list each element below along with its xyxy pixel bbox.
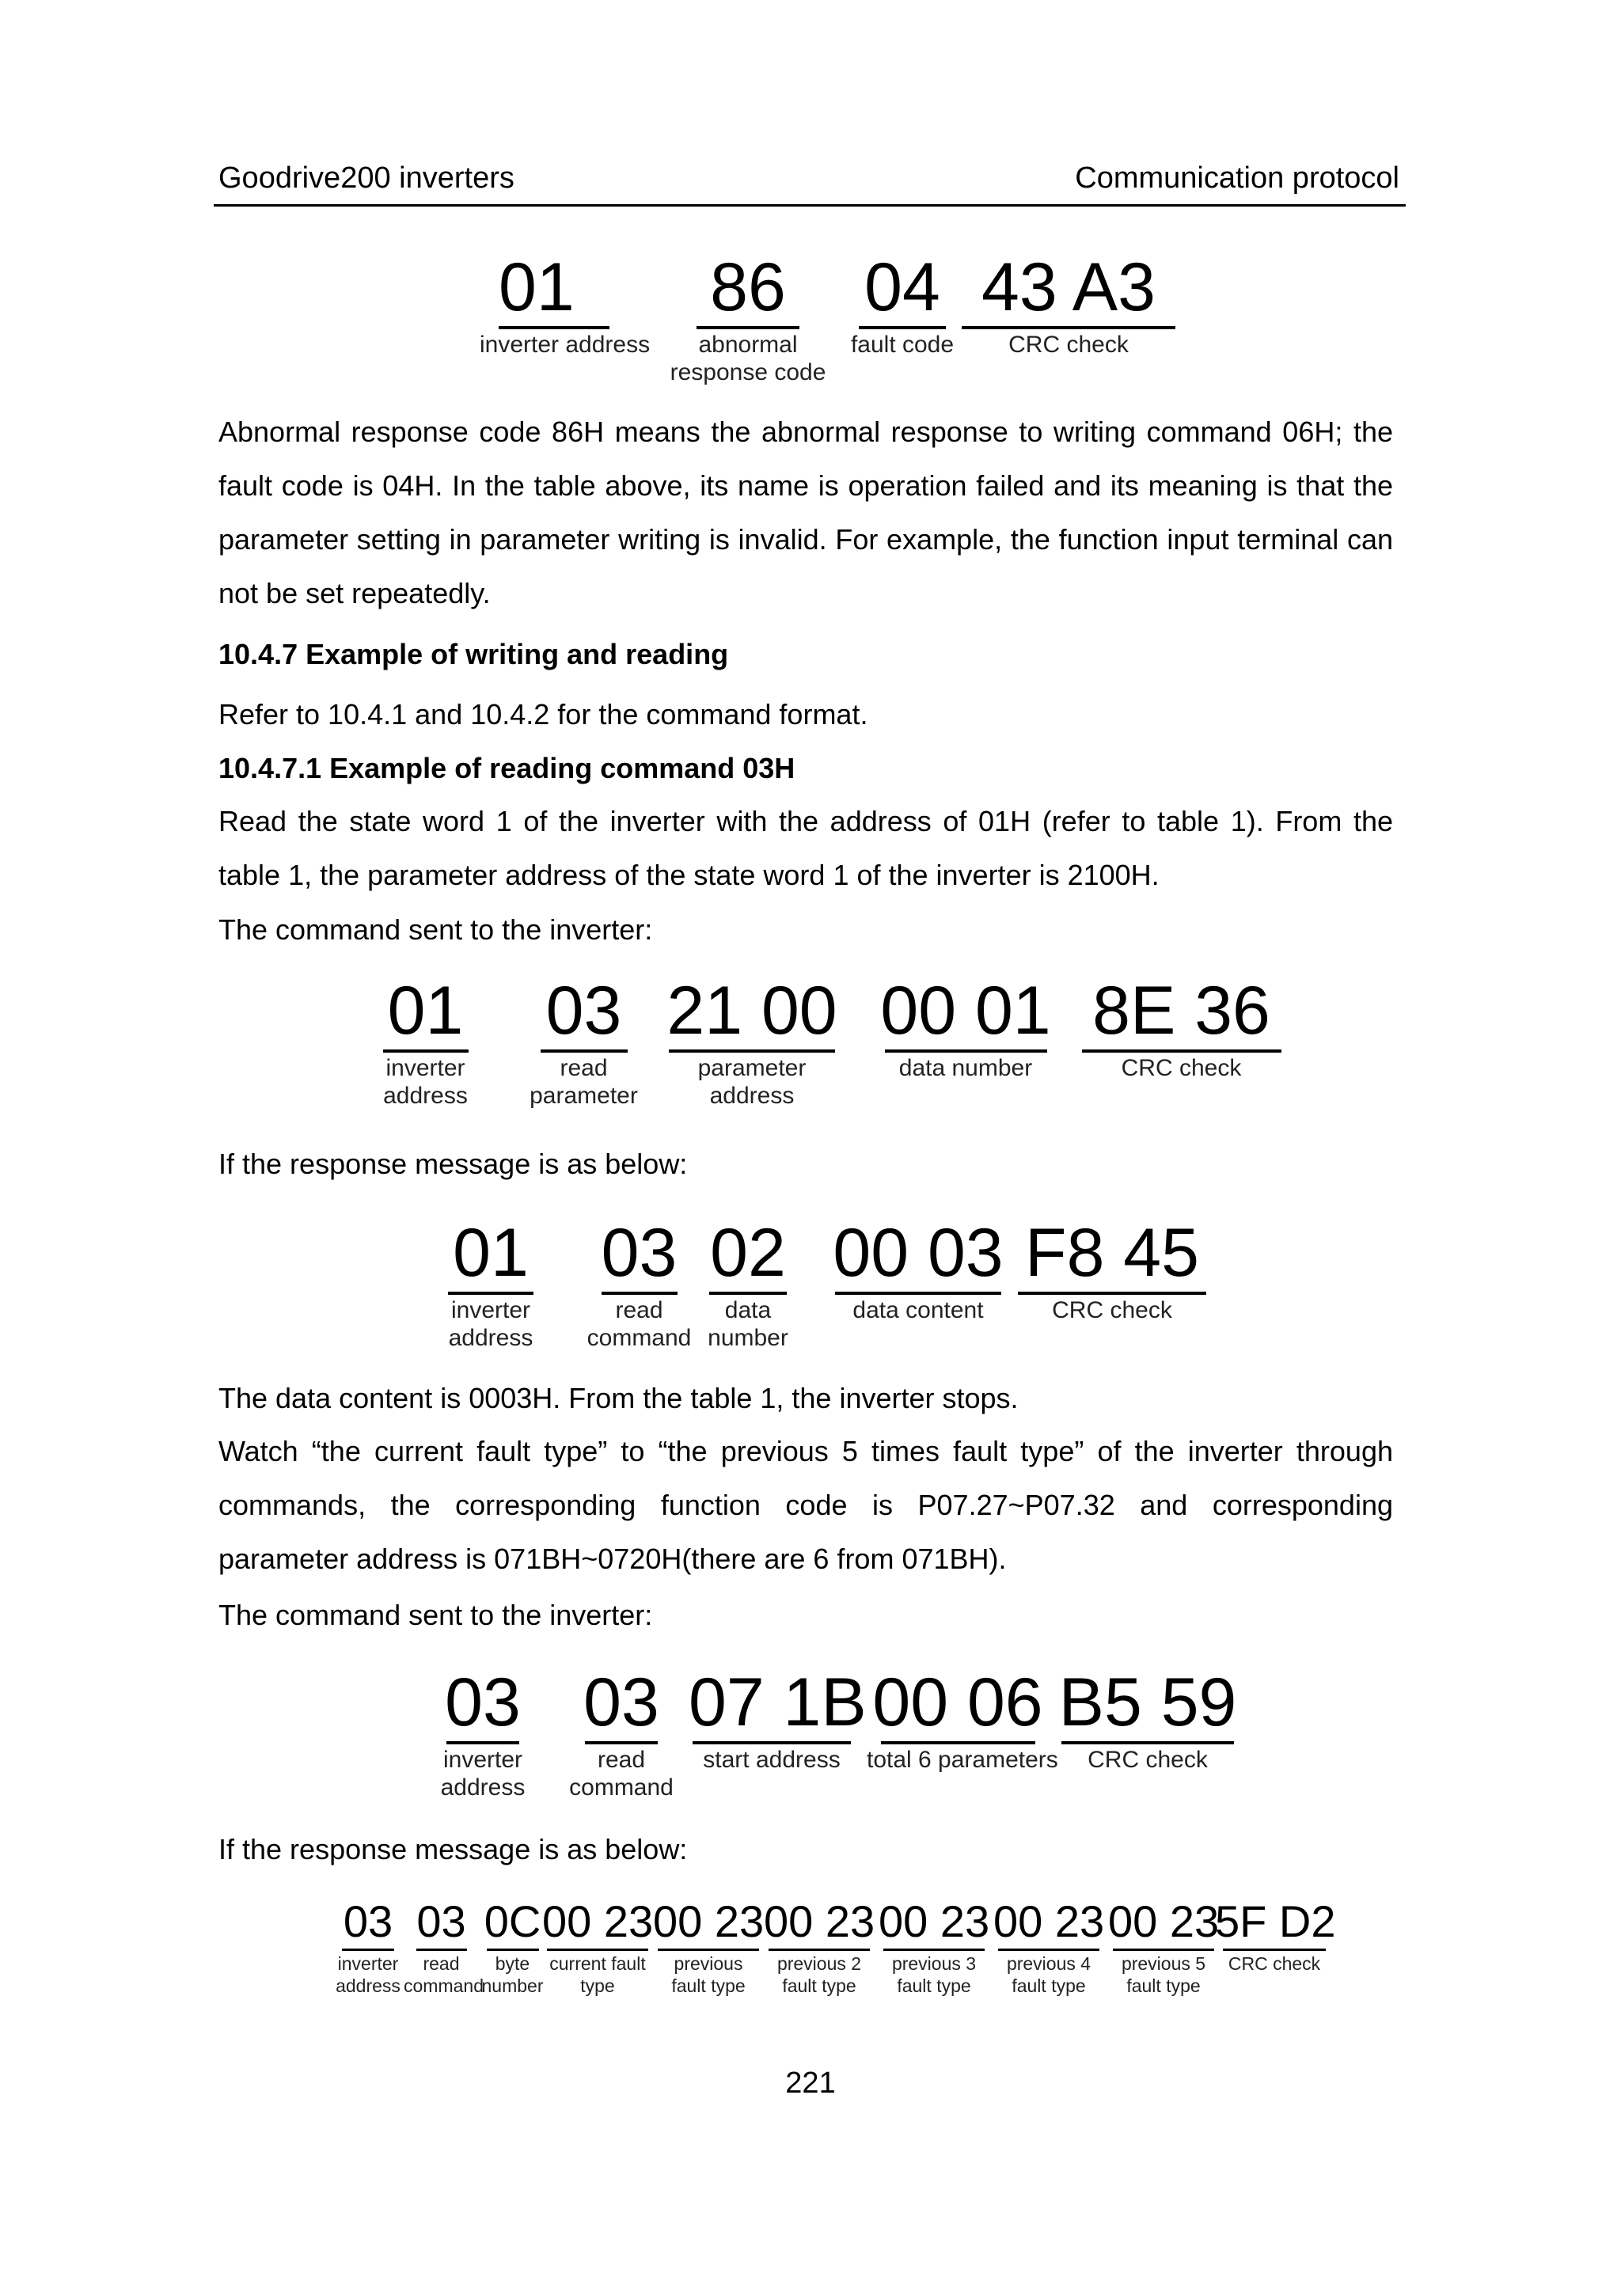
frame4-start-address [689,1664,867,1774]
data-content-text: The data content is 0003H. From the table 1, the inverter stops. [218,1382,1019,1414]
code: 03 [601,1215,678,1291]
label: parameter [530,1083,638,1109]
code: 00 23 [993,1896,1105,1946]
label: CRC check [1121,1055,1242,1081]
underline [769,1949,870,1951]
label: abnormal [698,332,798,358]
label: byte [495,1953,530,1974]
underline [693,1741,851,1744]
label: previous 5 [1121,1953,1206,1974]
underline [669,1049,835,1053]
code: 03 [583,1664,659,1740]
underline [998,1949,1099,1951]
underline [709,1292,787,1295]
frame5-byte-number [475,1898,550,1997]
underline [342,1949,394,1951]
label: data content [852,1297,984,1323]
underline [448,1292,533,1295]
label: response code [670,359,826,385]
page-number: 221 [785,2066,836,2100]
label: fault type [1126,1975,1201,1996]
underline [1018,1292,1206,1295]
code: 01 [453,1215,529,1291]
frame2-crc-check [1076,975,1286,1082]
label: previous 3 [891,1953,977,1974]
frame-abnormal-response [467,249,1195,386]
underline [859,326,946,329]
label: start address [703,1747,841,1773]
label: data [724,1297,772,1323]
underline [1223,1949,1326,1951]
code: 00 01 [880,973,1051,1049]
label: command [587,1325,692,1351]
frame5-crc-check [1215,1898,1334,1975]
code: 01 [387,973,464,1049]
frame5-previous-3-fault-type [879,1898,989,1997]
response-label-2: If the response message is as below: [218,1833,688,1865]
code: 01 [499,249,575,325]
label: parameter [697,1055,807,1081]
frame1-inverter-address [467,249,657,359]
frame3-data-content [827,1217,1009,1324]
frame-fault-read-command [427,1664,1243,1809]
underline [1061,1741,1234,1744]
label: previous 2 [776,1953,862,1974]
label: address [336,1975,401,1996]
frame3-crc-check [1017,1217,1207,1324]
code: 04 [864,249,940,325]
code: 03 [545,973,622,1049]
label: inverter [442,1747,523,1773]
code: 00 23 [879,1896,990,1946]
frame-read-response [431,1217,1215,1360]
paragraph-abnormal-response: Abnormal response code 86H means the abnormal response to writing command 06H; the fault code is 04H. In the table above, its name is operation failed and its meaning is that the parameter setting in parameter writing is invalid. For example, the function input terminal can not be set repeatedly. [218,416,1393,609]
label: previous [674,1953,743,1974]
label: fault type [1012,1975,1086,1996]
label: fault code [850,332,955,358]
code: 0C [484,1896,541,1946]
underline [883,1949,985,1951]
paragraph-read-state-word: Read the state word 1 of the inverter with the address of 01H (refer to table 1). From the table 1, the parameter address of the state word 1 of the inverter is 2100H. [218,805,1393,891]
underline [881,1741,1035,1744]
label: command [404,1975,484,1996]
label: CRC check [1088,1747,1208,1773]
frame5-read-command [404,1896,484,1997]
label: address [448,1325,533,1351]
frame3-read-command [582,1217,697,1352]
page-header [214,158,1406,207]
section-heading-10-4-7: 10.4.7 Example of writing and reading [218,638,729,670]
label: address [383,1083,468,1109]
section-heading-10-4-7-1: 10.4.7.1 Example of reading command 03H [218,752,795,784]
label: fault type [782,1975,856,1996]
label: read [423,1953,460,1974]
command-sent-label-2: The command sent to the inverter: [218,1599,653,1631]
frame3-data-number [700,1217,795,1352]
label: CRC check [1008,332,1129,358]
code: 86 [710,249,786,325]
underline [1113,1949,1214,1951]
underline [602,1292,678,1295]
code: 8E 36 [1092,973,1270,1049]
label: data number [898,1055,1033,1081]
code: F8 45 [1025,1215,1199,1291]
frame1-crc-check [950,249,1187,359]
underline [835,1292,1001,1295]
label: type [580,1975,615,1996]
label: command [569,1774,674,1801]
underline [885,1049,1047,1053]
code: 02 [710,1215,786,1291]
frame5-current-fault-type [542,1898,653,1997]
code: 03 [416,1896,466,1946]
code: 00 23 [1108,1896,1220,1946]
label: fault type [671,1975,746,1996]
code: 03 [343,1896,393,1946]
code: 03 [445,1664,521,1740]
label: total 6 parameters [867,1747,1058,1773]
frame4-inverter-address [427,1664,538,1801]
code: 07 1B [689,1664,867,1740]
frame3-inverter-address [431,1217,550,1352]
underline [547,1949,648,1951]
underline [585,1741,658,1744]
underline [541,1049,628,1053]
underline [487,1949,539,1951]
code: 00 23 [542,1896,654,1946]
label: address [440,1774,526,1801]
code: 21 00 [666,973,837,1049]
frame-fault-read-response [332,1898,1338,2025]
label: current fault [549,1953,646,1974]
underline [962,326,1175,329]
underline [658,1949,759,1951]
label: inverter [450,1297,531,1323]
command-sent-label-1: The command sent to the inverter: [218,913,653,946]
label: number [708,1325,788,1351]
frame5-previous-5-fault-type [1108,1898,1219,1997]
code: 00 23 [653,1896,765,1946]
code: 00 23 [764,1896,875,1946]
frame-read-command [372,975,1290,1118]
frame2-data-number [871,975,1061,1082]
code: 00 03 [833,1215,1004,1291]
frame2-inverter-address [372,975,479,1110]
code: 43 A3 [981,249,1156,325]
label: read [615,1297,663,1323]
frame4-crc-check [1057,1664,1239,1774]
paragraph-watch-fault-type: Watch “the current fault type” to “the previous 5 times fault type” of the inverter through commands, the corresponding function code is P07.27~P07.32 and corresponding parameter address is 071BH~0720H(there are 6 from 071BH). [218,1435,1393,1575]
underline [383,1049,469,1053]
frame5-inverter-address [332,1898,404,1997]
frame5-previous-fault-type [653,1898,764,1997]
frame2-read-parameter [518,975,649,1110]
underline [416,1949,467,1951]
frame2-parameter-address [661,975,843,1110]
underline [1082,1049,1281,1053]
label: read [560,1055,608,1081]
label: inverter [337,1953,399,1974]
label: fault type [897,1975,971,1996]
header-section: Communication protocol [1075,161,1399,195]
frame5-previous-2-fault-type [764,1898,875,1997]
code: 5F D2 [1215,1896,1336,1946]
header-title: Goodrive200 inverters [218,161,514,195]
label: inverter address [480,332,651,358]
label: number [481,1975,544,1996]
frame4-total-parameters [867,1664,1058,1774]
underline [446,1741,519,1744]
label: inverter [385,1055,465,1081]
code: B5 59 [1058,1664,1237,1740]
label: CRC check [1052,1297,1172,1323]
label: CRC check [1228,1953,1321,1974]
label: previous 4 [1006,1953,1091,1974]
label: read [597,1747,646,1773]
code: 00 06 [872,1664,1043,1740]
label: address [709,1083,795,1109]
refer-text: Refer to 10.4.1 and 10.4.2 for the command format. [218,698,868,731]
response-label-1: If the response message is as below: [218,1148,688,1180]
frame5-previous-4-fault-type [993,1898,1104,1997]
underline [499,326,609,329]
underline [697,326,799,329]
frame4-read-command [562,1664,681,1801]
